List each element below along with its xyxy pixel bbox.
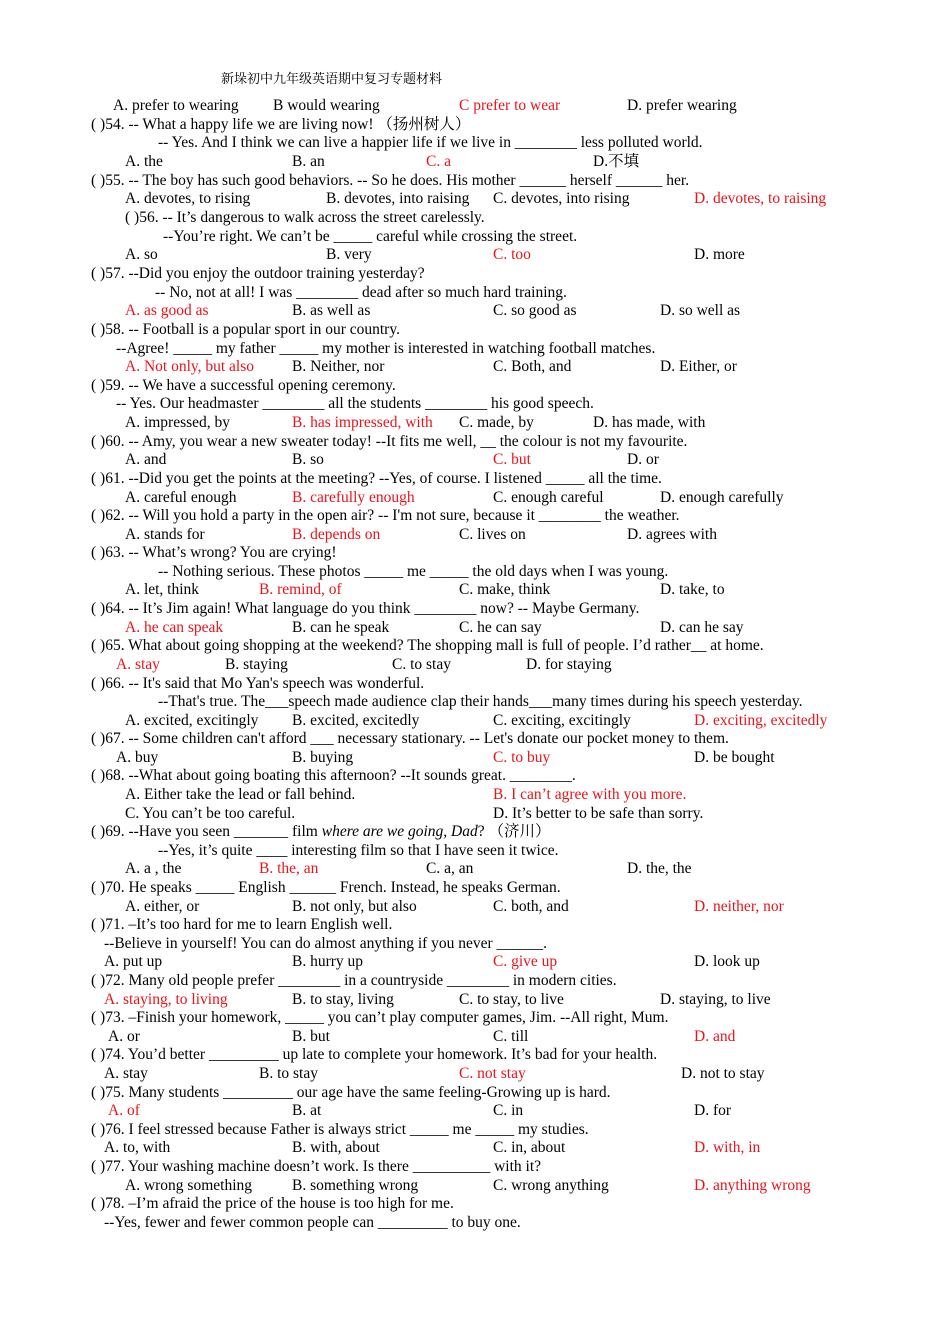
- text-line: [91, 172, 689, 190]
- text-segment: --That's true. The___speech made audience clap their hands___many times during his speech yesterday.: [158, 693, 803, 710]
- text-line: [292, 153, 325, 171]
- answer-option-highlighted: B. depends on: [292, 526, 381, 543]
- text-line: [125, 451, 166, 469]
- text-line: [116, 656, 160, 674]
- text-line: [91, 1121, 589, 1139]
- text-segment: D. more: [694, 246, 745, 263]
- text-line: [493, 358, 571, 376]
- text-segment: ( )63. -- What’s wrong? You are crying!: [91, 544, 337, 561]
- text-segment: B. with, about: [292, 1139, 380, 1156]
- text-line: [459, 581, 550, 599]
- text-segment: -- Yes. And I think we can live a happier life if we live in ________ less polluted world.: [158, 134, 703, 151]
- text-segment: C. he can say: [459, 619, 542, 636]
- text-line: [593, 414, 705, 432]
- text-segment: A. the: [125, 153, 163, 170]
- text-segment: --Yes, it’s quite ____ interesting film so that I have seen it twice.: [158, 842, 559, 859]
- text-segment: ( )67. -- Some children can't afford ___ necessary stationary. -- Let's donate our pocket money to them.: [91, 730, 729, 747]
- answer-option-highlighted: D. and: [694, 1028, 736, 1045]
- text-segment: ( )78. –I’m afraid the price of the house is too high for me.: [91, 1195, 454, 1212]
- text-line: [125, 489, 236, 507]
- text-line: [493, 1028, 528, 1046]
- text-segment: D. prefer wearing: [627, 97, 737, 114]
- text-line: [694, 246, 745, 264]
- text-line: [125, 209, 485, 227]
- text-segment: B. to stay: [259, 1065, 318, 1082]
- text-line: [125, 358, 254, 376]
- text-line: [125, 302, 209, 320]
- text-line: [292, 489, 415, 507]
- text-segment: A. and: [125, 451, 167, 468]
- text-line: [426, 153, 451, 171]
- text-segment: B. something wrong: [292, 1177, 419, 1194]
- text-line: [91, 916, 392, 934]
- text-segment: A. or: [108, 1028, 140, 1045]
- answer-option-highlighted: D. neither, nor: [694, 898, 784, 915]
- text-segment: ( )60. -- Amy, you wear a new sweater today! --It fits me well, __ the colour is not my favourite.: [91, 433, 688, 450]
- text-line: [91, 507, 680, 525]
- text-line: [125, 619, 223, 637]
- text-line: [292, 526, 380, 544]
- text-segment: A. let, think: [125, 581, 200, 598]
- text-segment: B. very: [326, 246, 372, 263]
- page-header: 新垛初中九年级英语期中复习专题材料: [221, 72, 443, 87]
- text-segment: C. so good as: [493, 302, 577, 319]
- text-line: [627, 860, 692, 878]
- text-line: [660, 358, 737, 376]
- text-segment: A. stay: [104, 1065, 148, 1082]
- text-line: [493, 749, 550, 767]
- text-line: [459, 991, 564, 1009]
- text-segment: B. Neither, nor: [292, 358, 385, 375]
- text-line: [125, 1177, 252, 1195]
- text-segment: -- No, not at all! I was ________ dead after so much hard training.: [155, 284, 567, 301]
- text-line: [125, 712, 258, 730]
- text-line: [259, 1065, 318, 1083]
- text-line: [694, 749, 775, 767]
- text-segment: C. made, by: [459, 414, 534, 431]
- text-line: [660, 581, 725, 599]
- text-line: [292, 1102, 321, 1120]
- text-segment: C. a, an: [426, 860, 474, 877]
- text-line: [292, 991, 394, 1009]
- text-line: [292, 619, 389, 637]
- text-line: [493, 1102, 523, 1120]
- text-segment: ( )61. --Did you get the points at the meeting? --Yes, of course. I listened _____ all the time.: [91, 470, 662, 487]
- text-segment: C. to stay: [392, 656, 451, 673]
- text-segment: C. make, think: [459, 581, 551, 598]
- text-line: [681, 1065, 765, 1083]
- text-segment: B. so: [292, 451, 324, 468]
- text-line: [426, 860, 473, 878]
- text-segment: C. till: [493, 1028, 529, 1045]
- text-line: [593, 153, 639, 171]
- answer-option-highlighted: C. to buy: [493, 749, 551, 766]
- text-line: [125, 860, 181, 878]
- text-line: [292, 749, 353, 767]
- text-segment: A. devotes, to rising: [125, 190, 251, 207]
- text-line: [125, 153, 163, 171]
- text-line: [125, 786, 355, 804]
- text-line: [493, 302, 577, 320]
- text-segment: ( )71. –It’s too hard for me to learn English well.: [91, 916, 393, 933]
- text-line: [125, 246, 158, 264]
- text-segment: A. excited, excitingly: [125, 712, 259, 729]
- answer-option-highlighted: C. too: [493, 246, 531, 263]
- text-line: [104, 935, 547, 953]
- text-line: [660, 302, 740, 320]
- answer-option-highlighted: C. but: [493, 451, 531, 468]
- text-line: [292, 358, 384, 376]
- text-segment: ( )72. Many old people prefer ________ in a countryside ________ in modern cities.: [91, 972, 617, 989]
- text-segment: ( )73. –Finish your homework, _____ you can’t play computer games, Jim. --All right, Mum.: [91, 1009, 669, 1026]
- text-segment: -- Nothing serious. These photos _____ me _____ the old days when I was young.: [158, 563, 669, 580]
- text-line: [292, 898, 417, 916]
- text-line: [91, 823, 550, 841]
- text-segment: A. so: [125, 246, 158, 263]
- text-segment: --Agree! _____ my father _____ my mother is interested in watching football matches.: [116, 340, 656, 357]
- text-line: [91, 1009, 668, 1027]
- text-segment: C. You can’t be too careful.: [125, 805, 296, 822]
- text-line: [694, 1177, 811, 1195]
- text-line: [493, 805, 703, 823]
- text-line: [125, 190, 250, 208]
- answer-option-highlighted: A. he can speak: [125, 619, 224, 636]
- text-line: [292, 1139, 380, 1157]
- text-line: [292, 1177, 418, 1195]
- text-segment: D. take, to: [660, 581, 725, 598]
- text-line: [627, 451, 659, 469]
- text-line: [91, 470, 662, 488]
- text-segment: ( )66. -- It's said that Mo Yan's speech was wonderful.: [91, 675, 425, 692]
- text-segment: ( )57. --Did you enjoy the outdoor training yesterday?: [91, 265, 425, 282]
- text-segment: A. buy: [116, 749, 159, 766]
- text-segment: ( )75. Many students _________ our age have the same feeling-Growing up is hard.: [91, 1084, 611, 1101]
- text-segment: ( )76. I feel stressed because Father is always strict _____ me _____ my studies.: [91, 1121, 589, 1138]
- text-line: [694, 953, 760, 971]
- text-line: [292, 302, 370, 320]
- text-segment: ( )77. Your washing machine doesn’t work. Is there __________ with it?: [91, 1158, 542, 1175]
- text-segment: B. as well as: [292, 302, 371, 319]
- text-segment: C. lives on: [459, 526, 526, 543]
- text-line: [459, 414, 534, 432]
- text-line: [104, 1139, 170, 1157]
- text-segment: C. exciting, excitingly: [493, 712, 631, 729]
- text-line: [91, 1195, 454, 1213]
- text-segment: ( )68. --What about going boating this afternoon? --It sounds great. ________.: [91, 767, 576, 784]
- text-segment: B would wearing: [273, 97, 380, 114]
- answer-option-highlighted: A. as good as: [125, 302, 209, 319]
- answer-option-highlighted: C. a: [426, 153, 451, 170]
- text-line: [91, 265, 425, 283]
- text-line: [493, 1177, 609, 1195]
- text-segment: B. not only, but also: [292, 898, 417, 915]
- text-line: [104, 953, 162, 971]
- text-segment: D. staying, to live: [660, 991, 771, 1008]
- text-line: [694, 190, 826, 208]
- answer-option-highlighted: B. carefully enough: [292, 489, 415, 506]
- text-segment: B. hurry up: [292, 953, 364, 970]
- text-segment: B. to stay, living: [292, 991, 394, 1008]
- text-line: [493, 489, 604, 507]
- text-line: [91, 600, 639, 618]
- text-line: [116, 340, 655, 358]
- text-segment: D. for staying: [526, 656, 612, 673]
- text-segment: ( )58. -- Football is a popular sport in our country.: [91, 321, 400, 338]
- answer-option-highlighted: B. has impressed, with: [292, 414, 433, 431]
- text-segment: ( )59. -- We have a successful opening ceremony.: [91, 377, 396, 394]
- text-segment: D. the, the: [627, 860, 692, 877]
- text-segment: C. devotes, into rising: [493, 190, 630, 207]
- text-segment: D. agrees with: [627, 526, 717, 543]
- text-segment: --Believe in yourself! You can do almost anything if you never ______.: [104, 935, 547, 952]
- text-segment: B. devotes, into raising: [326, 190, 470, 207]
- text-segment: C. to stay, to live: [459, 991, 564, 1008]
- text-line: [91, 879, 561, 897]
- text-segment: B. an: [292, 153, 325, 170]
- text-segment: D. enough carefully: [660, 489, 784, 506]
- text-line: [155, 284, 567, 302]
- answer-option-highlighted: A. Not only, but also: [125, 358, 255, 375]
- text-segment: D. for: [694, 1102, 732, 1119]
- text-segment: --Yes, fewer and fewer common people can _________ to buy one.: [104, 1214, 521, 1231]
- text-line: [104, 991, 228, 1009]
- text-segment: D. has made, with: [593, 414, 706, 431]
- text-segment: D. not to stay: [681, 1065, 765, 1082]
- text-line: [125, 805, 295, 823]
- text-segment: A. put up: [104, 953, 163, 970]
- text-segment: ( )56. -- It’s dangerous to walk across the street carelessly.: [125, 209, 485, 226]
- text-segment: ( )62. -- Will you hold a party in the open air? -- I'm not sure, because it ________ the weather.: [91, 507, 680, 524]
- text-segment: A. to, with: [104, 1139, 171, 1156]
- answer-option-highlighted: C prefer to wear: [459, 97, 561, 114]
- text-line: [694, 898, 784, 916]
- text-line: [116, 749, 158, 767]
- text-segment: A. either, or: [125, 898, 200, 915]
- text-segment: C. both, and: [493, 898, 569, 915]
- text-segment: ( )64. -- It’s Jim again! What language do you think ________ now? -- Maybe Germany.: [91, 600, 640, 617]
- text-line: [526, 656, 612, 674]
- text-line: [326, 190, 469, 208]
- text-segment: D. be bought: [694, 749, 775, 766]
- text-segment: D. It’s better to be safe than sorry.: [493, 805, 704, 822]
- answer-option-highlighted: B. remind, of: [259, 581, 342, 598]
- text-segment: A. impressed, by: [125, 414, 231, 431]
- text-line: [694, 1102, 731, 1120]
- text-segment: C. in: [493, 1102, 524, 1119]
- text-segment: A. a , the: [125, 860, 182, 877]
- text-line: [459, 1065, 526, 1083]
- answer-option-highlighted: D. with, in: [694, 1139, 761, 1156]
- text-line: [91, 972, 617, 990]
- text-line: [158, 563, 668, 581]
- text-line: [493, 1139, 565, 1157]
- text-line: [493, 451, 531, 469]
- text-segment: D. can he say: [660, 619, 744, 636]
- text-line: [91, 544, 337, 562]
- text-line: [108, 1028, 140, 1046]
- text-segment: A. careful enough: [125, 489, 237, 506]
- text-line: [459, 526, 526, 544]
- answer-option-highlighted: C. not stay: [459, 1065, 526, 1082]
- text-segment: A. wrong something: [125, 1177, 253, 1194]
- text-line: [259, 860, 318, 878]
- text-line: [273, 97, 380, 115]
- text-line: [660, 489, 784, 507]
- text-segment: B. at: [292, 1102, 322, 1119]
- text-segment: where are we going, Dad: [321, 823, 478, 840]
- text-line: [108, 1102, 140, 1120]
- answer-option-highlighted: D. exciting, excitedly: [694, 712, 828, 729]
- text-line: [113, 97, 239, 115]
- text-line: [91, 1046, 657, 1064]
- answer-option-highlighted: B. the, an: [259, 860, 319, 877]
- text-line: [627, 97, 737, 115]
- answer-option-highlighted: A. of: [108, 1102, 140, 1119]
- text-segment: B. staying: [225, 656, 288, 673]
- text-line: [292, 712, 419, 730]
- text-line: [91, 321, 400, 339]
- answer-option-highlighted: A. staying, to living: [104, 991, 228, 1008]
- text-line: [163, 228, 577, 246]
- text-line: [660, 991, 771, 1009]
- text-line: [493, 953, 557, 971]
- text-line: [104, 1214, 521, 1232]
- text-line: [493, 246, 531, 264]
- text-segment: ( )65. What about going shopping at the weekend? The shopping mall is full of people. I’d rather__ at home.: [91, 637, 764, 654]
- text-line: [125, 898, 199, 916]
- text-line: [259, 581, 342, 599]
- text-line: [694, 1139, 760, 1157]
- text-line: [125, 581, 199, 599]
- text-segment: D. or: [627, 451, 659, 468]
- text-line: [292, 414, 433, 432]
- answer-option-highlighted: D. devotes, to raising: [694, 190, 827, 207]
- text-line: [158, 134, 703, 152]
- text-line: [158, 842, 559, 860]
- text-segment: --You’re right. We can’t be _____ careful while crossing the street.: [163, 228, 578, 245]
- text-line: [660, 619, 744, 637]
- text-line: [91, 767, 576, 785]
- text-line: [104, 1065, 148, 1083]
- text-segment: ( )74. You’d better _________ up late to complete your homework. It’s bad for your health.: [91, 1046, 658, 1063]
- text-segment: B. but: [292, 1028, 330, 1045]
- text-line: [459, 619, 542, 637]
- text-line: [91, 116, 470, 134]
- text-segment: C. wrong anything: [493, 1177, 609, 1194]
- text-line: [459, 97, 560, 115]
- text-line: [125, 526, 205, 544]
- answer-option-highlighted: B. I can’t agree with you more.: [493, 786, 687, 803]
- text-line: [91, 1158, 541, 1176]
- text-segment: B. buying: [292, 749, 354, 766]
- text-segment: ( )69. --Have you seen _______ film: [91, 823, 322, 840]
- text-line: [225, 656, 288, 674]
- text-segment: A. stands for: [125, 526, 205, 543]
- text-line: [292, 1028, 330, 1046]
- text-segment: D. Either, or: [660, 358, 737, 375]
- text-line: [493, 786, 686, 804]
- text-segment: B. excited, excitedly: [292, 712, 420, 729]
- text-segment: B. can he speak: [292, 619, 390, 636]
- text-segment: D. look up: [694, 953, 760, 970]
- text-line: [158, 693, 803, 711]
- text-segment: -- Yes. Our headmaster ________ all the students ________ his good speech.: [116, 395, 594, 412]
- text-line: [91, 433, 687, 451]
- text-segment: C. in, about: [493, 1139, 566, 1156]
- text-line: [326, 246, 372, 264]
- text-line: [91, 637, 764, 655]
- text-segment: A. prefer to wearing: [113, 97, 239, 114]
- text-line: [91, 377, 396, 395]
- answer-option-highlighted: C. give up: [493, 953, 558, 970]
- text-line: [694, 1028, 735, 1046]
- text-line: [627, 526, 717, 544]
- text-segment: A. Either take the lead or fall behind.: [125, 786, 356, 803]
- text-line: [91, 730, 729, 748]
- text-line: [91, 1084, 611, 1102]
- answer-option-highlighted: D. anything wrong: [694, 1177, 811, 1194]
- text-segment: D. so well as: [660, 302, 741, 319]
- text-line: [493, 898, 569, 916]
- text-line: [694, 712, 827, 730]
- text-line: [116, 395, 594, 413]
- text-line: [292, 451, 324, 469]
- text-line: [392, 656, 451, 674]
- text-segment: ? （济川）: [477, 823, 551, 840]
- text-segment: ( )54. -- What a happy life we are living now! （扬州树人）: [91, 116, 471, 133]
- answer-option-highlighted: A. stay: [116, 656, 160, 673]
- text-line: [125, 414, 230, 432]
- text-line: [493, 712, 631, 730]
- text-segment: D.不填: [593, 153, 640, 170]
- text-segment: C. Both, and: [493, 358, 572, 375]
- text-segment: ( )55. -- The boy has such good behaviors. -- So he does. His mother ______ herself ______ her.: [91, 172, 690, 189]
- text-line: [91, 675, 424, 693]
- text-segment: C. enough careful: [493, 489, 604, 506]
- text-segment: ( )70. He speaks _____ English ______ French. Instead, he speaks German.: [91, 879, 561, 896]
- text-line: [292, 953, 363, 971]
- text-line: [493, 190, 629, 208]
